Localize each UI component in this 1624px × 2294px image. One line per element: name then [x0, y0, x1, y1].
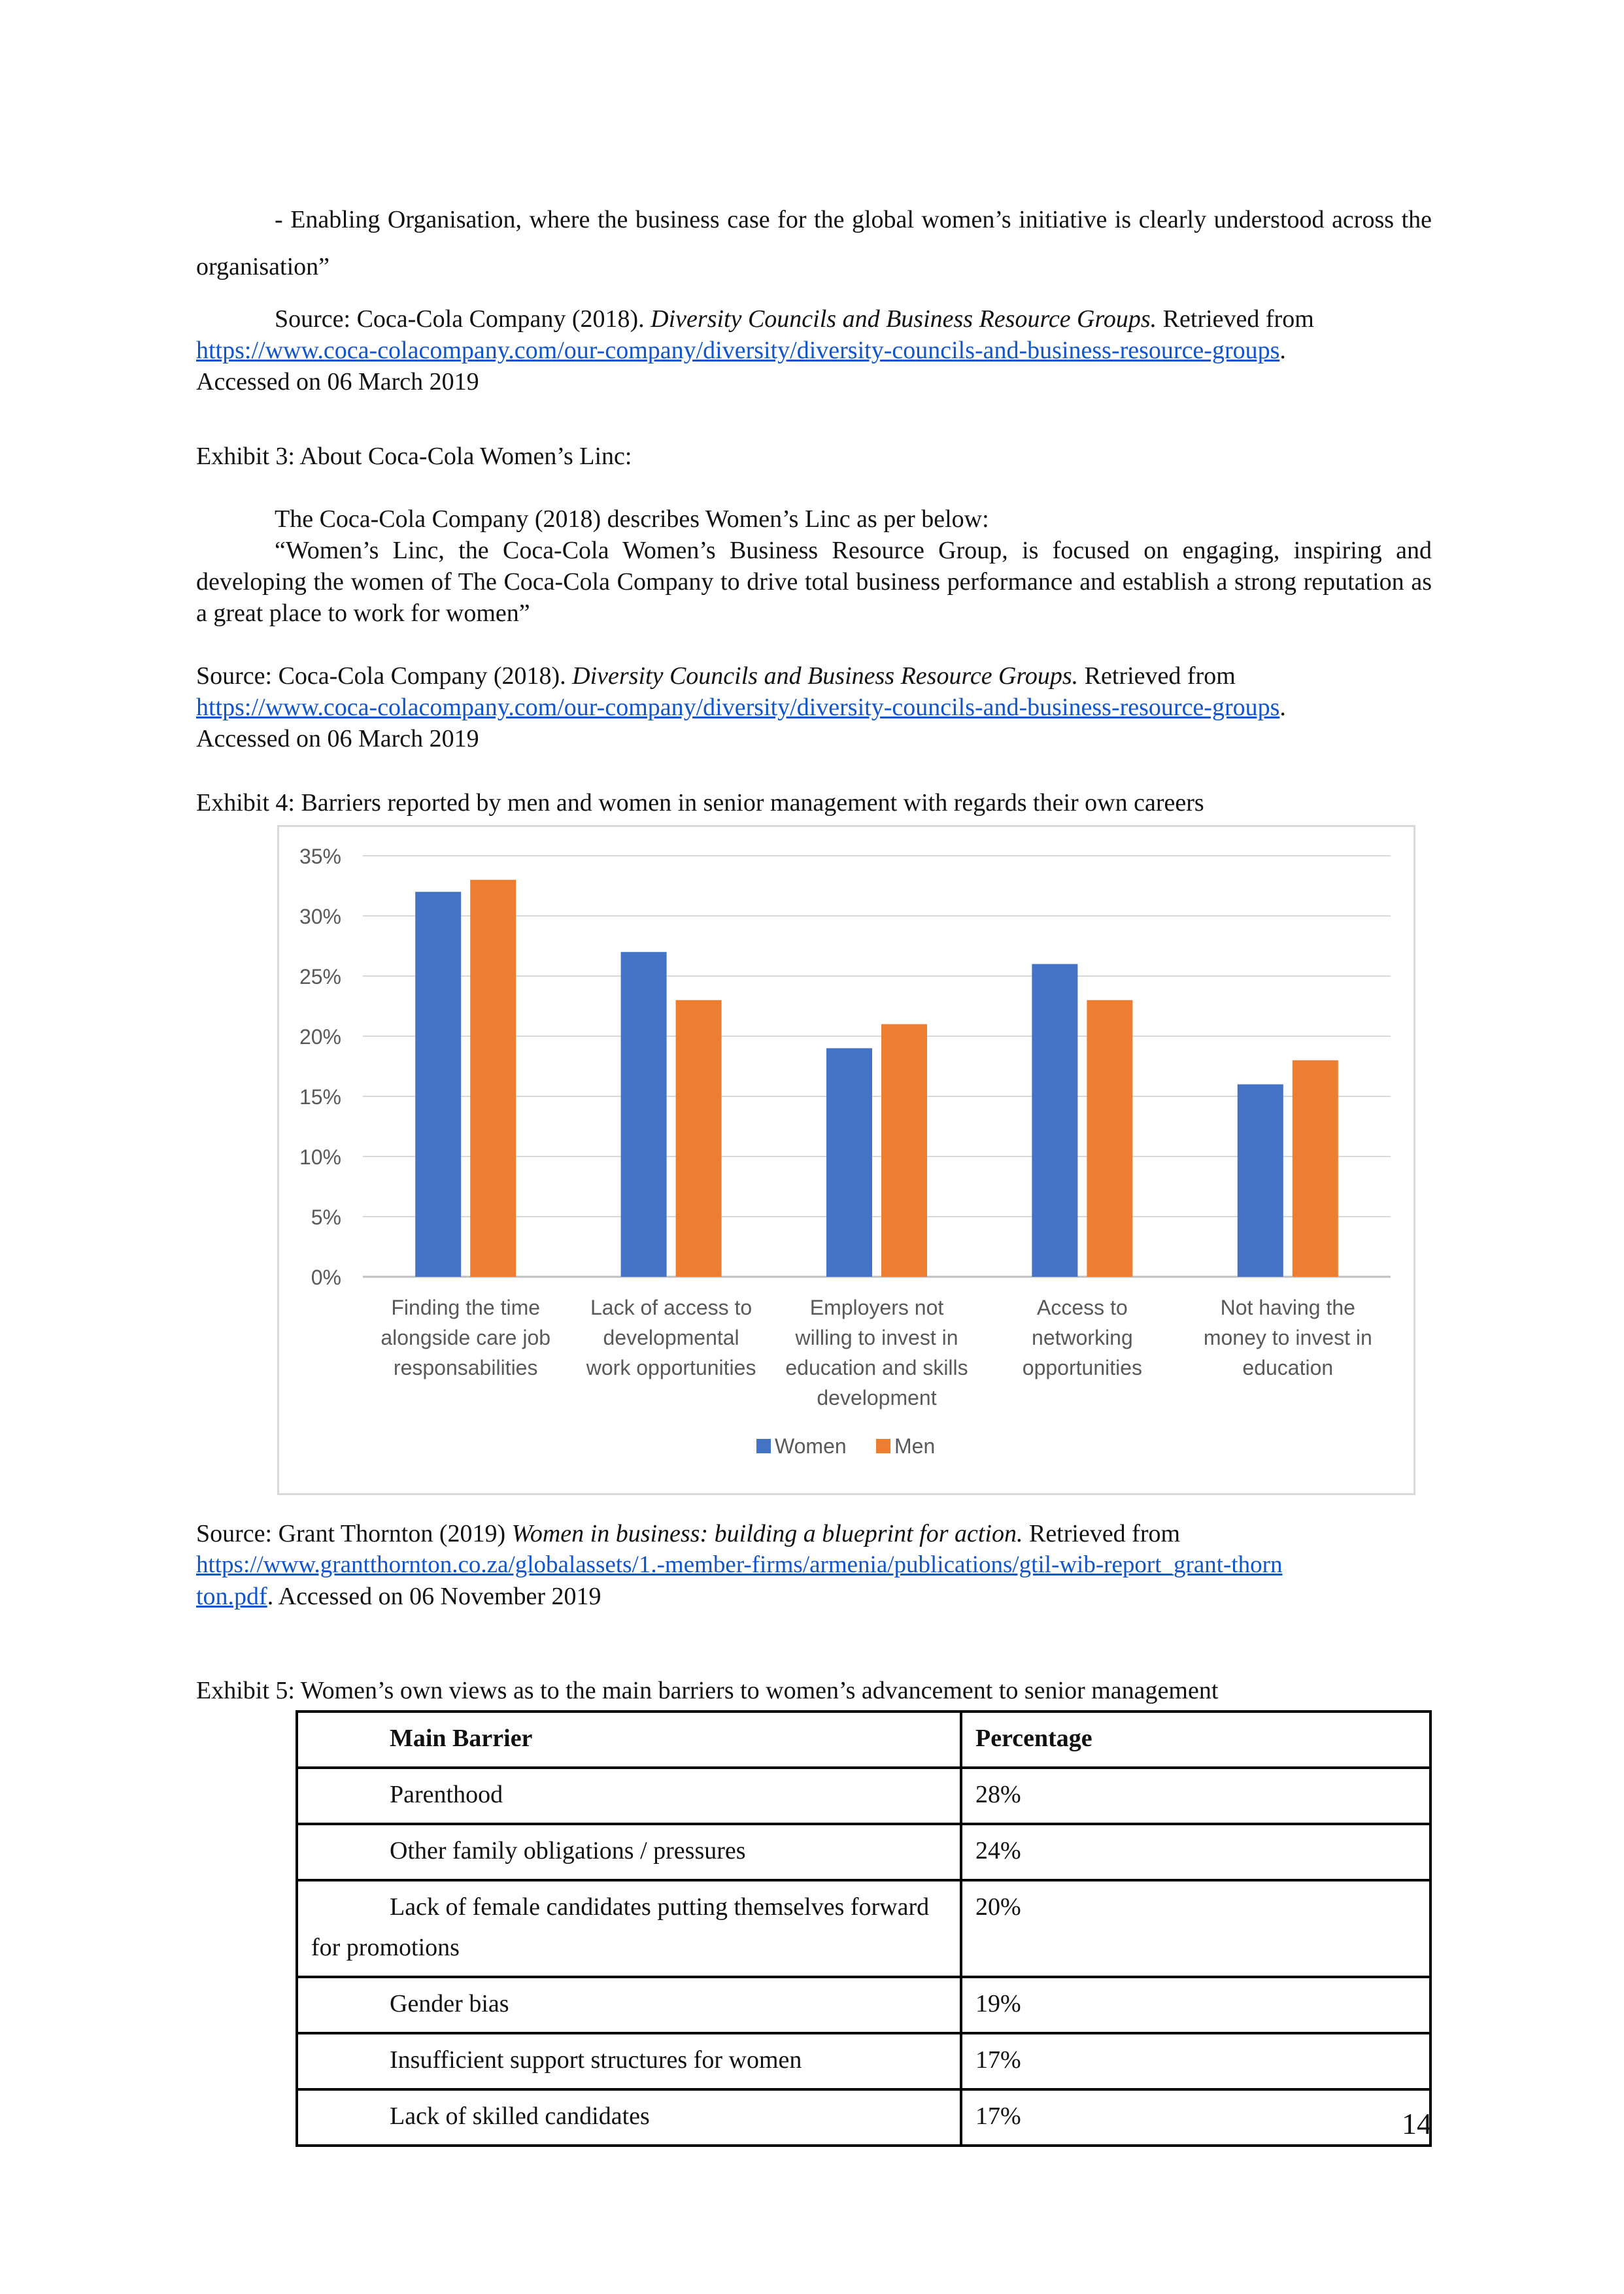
- x-tick-label: alongside care job: [381, 1326, 551, 1349]
- source-suffix: Retrieved from: [1157, 305, 1314, 333]
- percentage-cell: 28%: [961, 1768, 1430, 1824]
- source-link-part-1[interactable]: https://www.grantthornton.co.za/globalassets/1.-member-firms/armenia/publications/gtil-wib-report_grant-thorn: [196, 1551, 1283, 1578]
- table-row: [297, 2089, 1430, 2146]
- x-tick-label: responsabilities: [393, 1356, 538, 1379]
- source-title: Women in business: building a blueprint for action.: [511, 1520, 1023, 1547]
- y-tick-label: 35%: [299, 845, 341, 868]
- source-link-line-3b: [196, 1581, 601, 1612]
- y-tick-label: 0%: [311, 1266, 341, 1289]
- x-tick-label: education: [1242, 1356, 1334, 1379]
- source-citation-3: [196, 1518, 1432, 1549]
- x-tick-label: Employers not: [809, 1296, 944, 1319]
- x-tick-label: willing to invest in: [795, 1326, 958, 1349]
- x-tick-label: Not having the: [1220, 1296, 1355, 1319]
- x-tick-label: Finding the time: [391, 1296, 541, 1319]
- legend-label-women: Women: [775, 1434, 847, 1458]
- table-row: [297, 1768, 1430, 1824]
- x-tick-label: developmental: [603, 1326, 739, 1349]
- bar-men-4: [1293, 1060, 1338, 1277]
- bar-women-1: [621, 952, 667, 1277]
- source-citation-1: [196, 303, 1432, 335]
- bar-men-2: [881, 1024, 927, 1277]
- percentage-cell: 17%: [961, 2033, 1430, 2089]
- source-citation-2: [196, 660, 1432, 692]
- source-prefix: Source: Coca-Cola Company (2018).: [196, 662, 573, 690]
- source-title: Diversity Councils and Business Resource Groups.: [651, 305, 1157, 333]
- x-tick-label: development: [817, 1386, 937, 1409]
- x-tick-label: networking: [1032, 1326, 1133, 1349]
- table-header-row: [297, 1712, 1430, 1768]
- quote-continuation: - Enabling Organisation, where the business case for the global women’s initiative is clearly understood across the organisation”: [196, 206, 1432, 280]
- bar-women-3: [1032, 964, 1077, 1277]
- bar-men-3: [1087, 1000, 1132, 1277]
- source-link[interactable]: https://www.coca-colacompany.com/our-company/diversity/diversity-councils-and-business-resource-groups: [196, 694, 1280, 721]
- exhibit-3-quote: “Women’s Linc, the Coca-Cola Women’s Business Resource Group, is focused on engaging, inspiring and developing the women of The Coca-Cola Company to drive total business performance and establish a strong reputation as a great place to work for women”: [196, 537, 1432, 627]
- source-title: Diversity Councils and Business Resource Groups.: [572, 662, 1079, 690]
- legend-label-men: Men: [894, 1434, 936, 1458]
- x-tick-label: opportunities: [1022, 1356, 1143, 1379]
- percentage-cell: 17%: [961, 2089, 1430, 2146]
- source-prefix: Source: Grant Thornton (2019): [196, 1520, 512, 1547]
- bar-women-2: [826, 1048, 872, 1277]
- bar-men-0: [470, 880, 516, 1277]
- percentage-cell: 24%: [961, 1824, 1430, 1880]
- barriers-bar-chart: [277, 825, 1415, 1495]
- link-period: .: [1279, 337, 1286, 364]
- barrier-cell: Insufficient support structures for women: [297, 2033, 961, 2089]
- barrier-cell: Lack of female candidates putting themselves forward for promotions: [297, 1880, 961, 1977]
- percentage-cell: 20%: [961, 1880, 1430, 1977]
- y-tick-label: 10%: [299, 1145, 341, 1169]
- exhibit-3-heading: Exhibit 3: About Coca-Cola Women’s Linc:: [196, 443, 632, 470]
- header-percentage: Percentage: [961, 1712, 1430, 1768]
- source-link-line-1: [196, 335, 1286, 366]
- page-number: 14: [1402, 2107, 1432, 2140]
- barrier-cell: Parenthood: [297, 1768, 961, 1824]
- bar-women-0: [415, 892, 461, 1277]
- y-tick-label: 5%: [311, 1206, 341, 1229]
- x-tick-label: Access to: [1037, 1296, 1128, 1319]
- source-link-line-2: [196, 692, 1286, 723]
- exhibit-3-intro: The Coca-Cola Company (2018) describes Women’s Linc as per below:: [275, 505, 989, 533]
- x-tick-label: work opportunities: [586, 1356, 756, 1379]
- accessed-date: Accessed on 06 March 2019: [196, 725, 479, 752]
- y-tick-label: 30%: [299, 905, 341, 928]
- barrier-cell: Other family obligations / pressures: [297, 1824, 961, 1880]
- chart-canvas: [279, 827, 1413, 1493]
- exhibit-4-heading: Exhibit 4: Barriers reported by men and women in senior management with regards their own careers: [196, 789, 1204, 817]
- y-tick-label: 20%: [299, 1025, 341, 1049]
- legend-swatch-men: [876, 1439, 890, 1453]
- legend-swatch-women: [756, 1439, 771, 1453]
- source-link-line-3: [196, 1549, 1282, 1581]
- table-row: [297, 1977, 1430, 2033]
- exhibit-5-heading: Exhibit 5: Women’s own views as to the main barriers to women’s advancement to senior management: [196, 1677, 1219, 1704]
- header-main-barrier: Main Barrier: [297, 1712, 961, 1768]
- link-period: .: [1279, 694, 1286, 721]
- barrier-cell: Lack of skilled candidates: [297, 2089, 961, 2146]
- bar-women-4: [1238, 1085, 1283, 1277]
- x-tick-label: education and skills: [785, 1356, 968, 1379]
- y-tick-label: 15%: [299, 1085, 341, 1109]
- barrier-cell: Gender bias: [297, 1977, 961, 2033]
- y-tick-label: 25%: [299, 965, 341, 988]
- x-tick-label: Lack of access to: [590, 1296, 753, 1319]
- table-row: [297, 1880, 1430, 1977]
- source-link-part-2[interactable]: ton.pdf: [196, 1583, 267, 1610]
- source-prefix: Source: Coca-Cola Company (2018).: [275, 305, 651, 333]
- table-row: [297, 1824, 1430, 1880]
- barriers-table: [296, 1710, 1432, 2147]
- source-suffix: Retrieved from: [1078, 662, 1236, 690]
- source-link[interactable]: https://www.coca-colacompany.com/our-company/diversity/diversity-councils-and-business-resource-groups: [196, 337, 1280, 364]
- accessed-date: Accessed on 06 March 2019: [196, 368, 479, 396]
- bar-men-1: [676, 1000, 722, 1277]
- percentage-cell: 19%: [961, 1977, 1430, 2033]
- x-tick-label: money to invest in: [1203, 1326, 1372, 1349]
- accessed-date: . Accessed on 06 November 2019: [267, 1583, 601, 1610]
- table-row: [297, 2033, 1430, 2089]
- source-suffix: Retrieved from: [1023, 1520, 1181, 1547]
